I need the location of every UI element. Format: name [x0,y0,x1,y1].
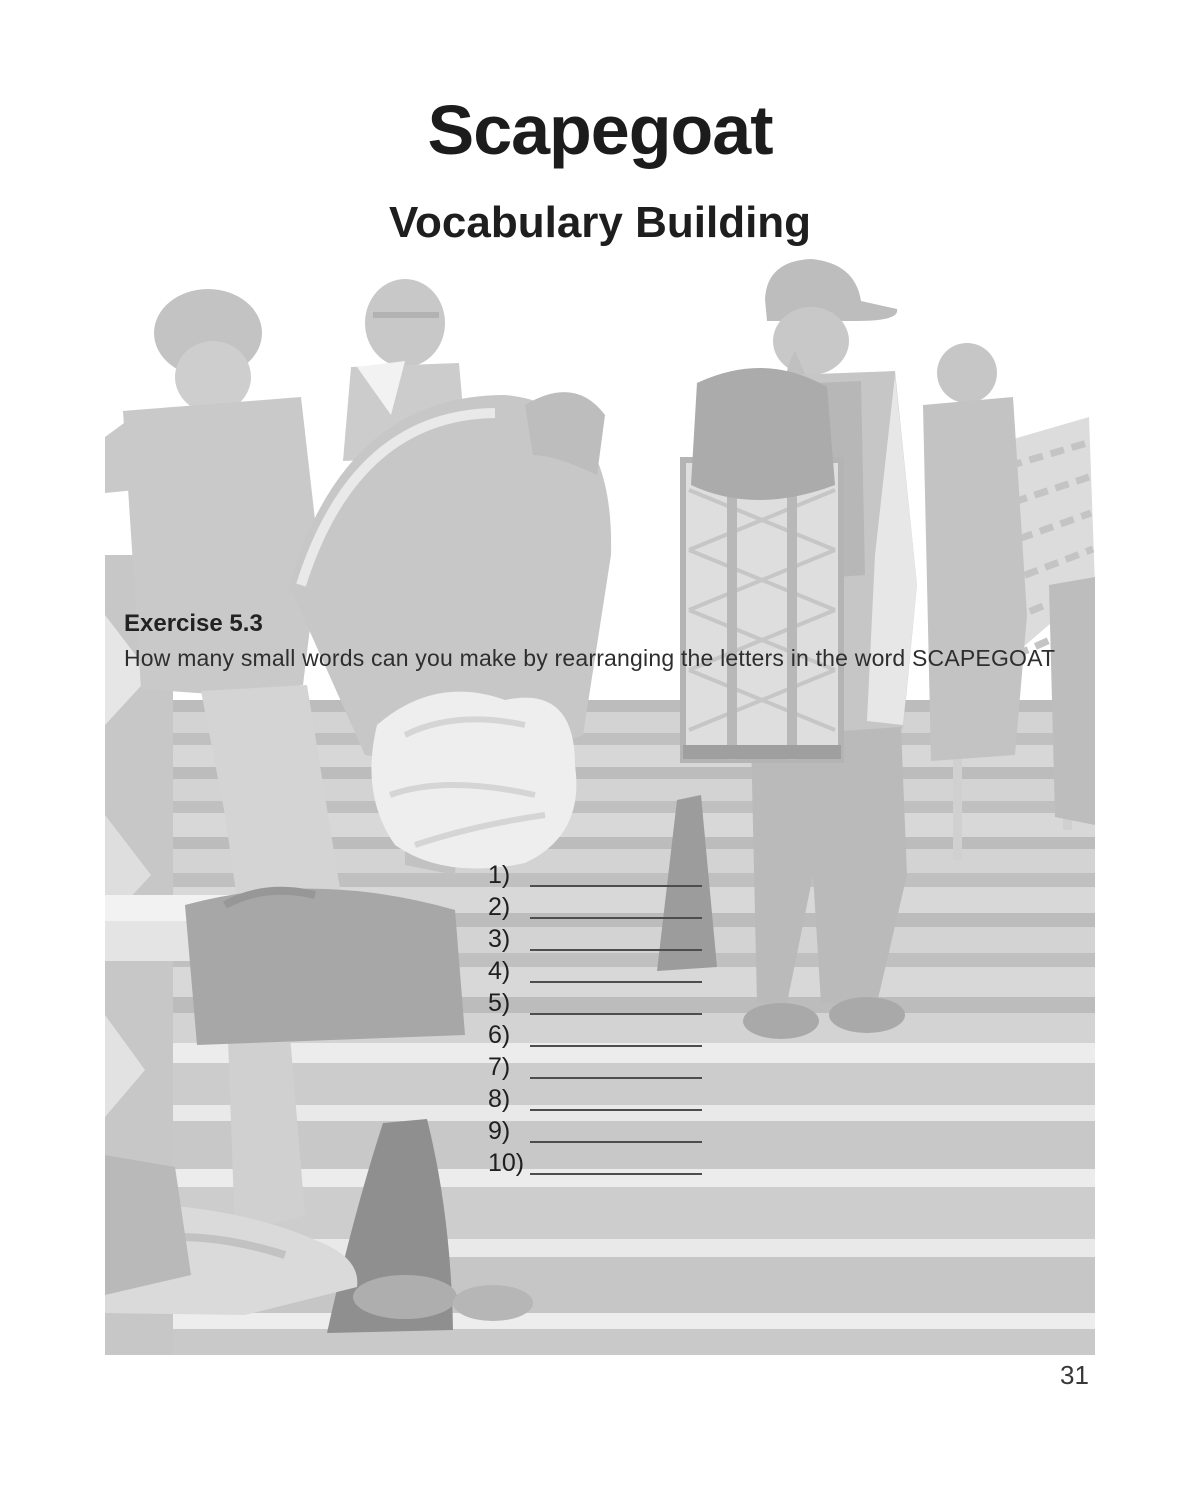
crate [683,368,841,760]
answer-row [488,986,702,1018]
answer-row [488,922,702,954]
answer-blank [530,981,702,983]
answer-blank [530,1141,702,1143]
answer-blank [530,1077,702,1079]
answer-blank [530,949,702,951]
answer-number: 3) [488,925,511,953]
answer-number: 2) [488,893,511,921]
plastic-bag [371,692,576,869]
answer-number: 5) [488,989,511,1017]
answer-row [488,1146,702,1178]
duffel-bag [185,889,465,1045]
answer-blank [530,1013,702,1015]
answer-blank [530,1045,702,1047]
stadium-photo-art [105,255,1095,1355]
answer-row [488,1114,702,1146]
answer-blank [530,1173,702,1175]
answer-blank [530,917,702,919]
answer-number: 7) [488,1053,511,1081]
answer-row [488,1018,702,1050]
exercise-prompt: How many small words can you make by rearranging the letters in the word SCAPEGOAT [124,645,1056,671]
page-number: 31 [1060,1360,1089,1390]
answer-row [488,858,702,890]
exercise-heading: Exercise 5.3 [124,610,263,637]
answer-blank [530,1109,702,1111]
answer-number: 8) [488,1085,511,1113]
answer-number: 9) [488,1117,511,1145]
exercise-section [124,610,1094,672]
answer-list [488,858,702,1178]
answer-row [488,1050,702,1082]
answer-row [488,954,702,986]
answer-number: 6) [488,1021,511,1049]
page-subtitle: Vocabulary Building [388,198,812,247]
page-title: Scapegoat [427,91,773,169]
answer-number: 4) [488,957,511,985]
person-right [923,343,1027,761]
answer-number: 1) [488,861,511,889]
answer-blank [530,885,702,887]
answer-number: 10) [488,1149,525,1177]
answer-row [488,890,702,922]
answer-row [488,1082,702,1114]
stadium-photo [105,255,1095,1355]
